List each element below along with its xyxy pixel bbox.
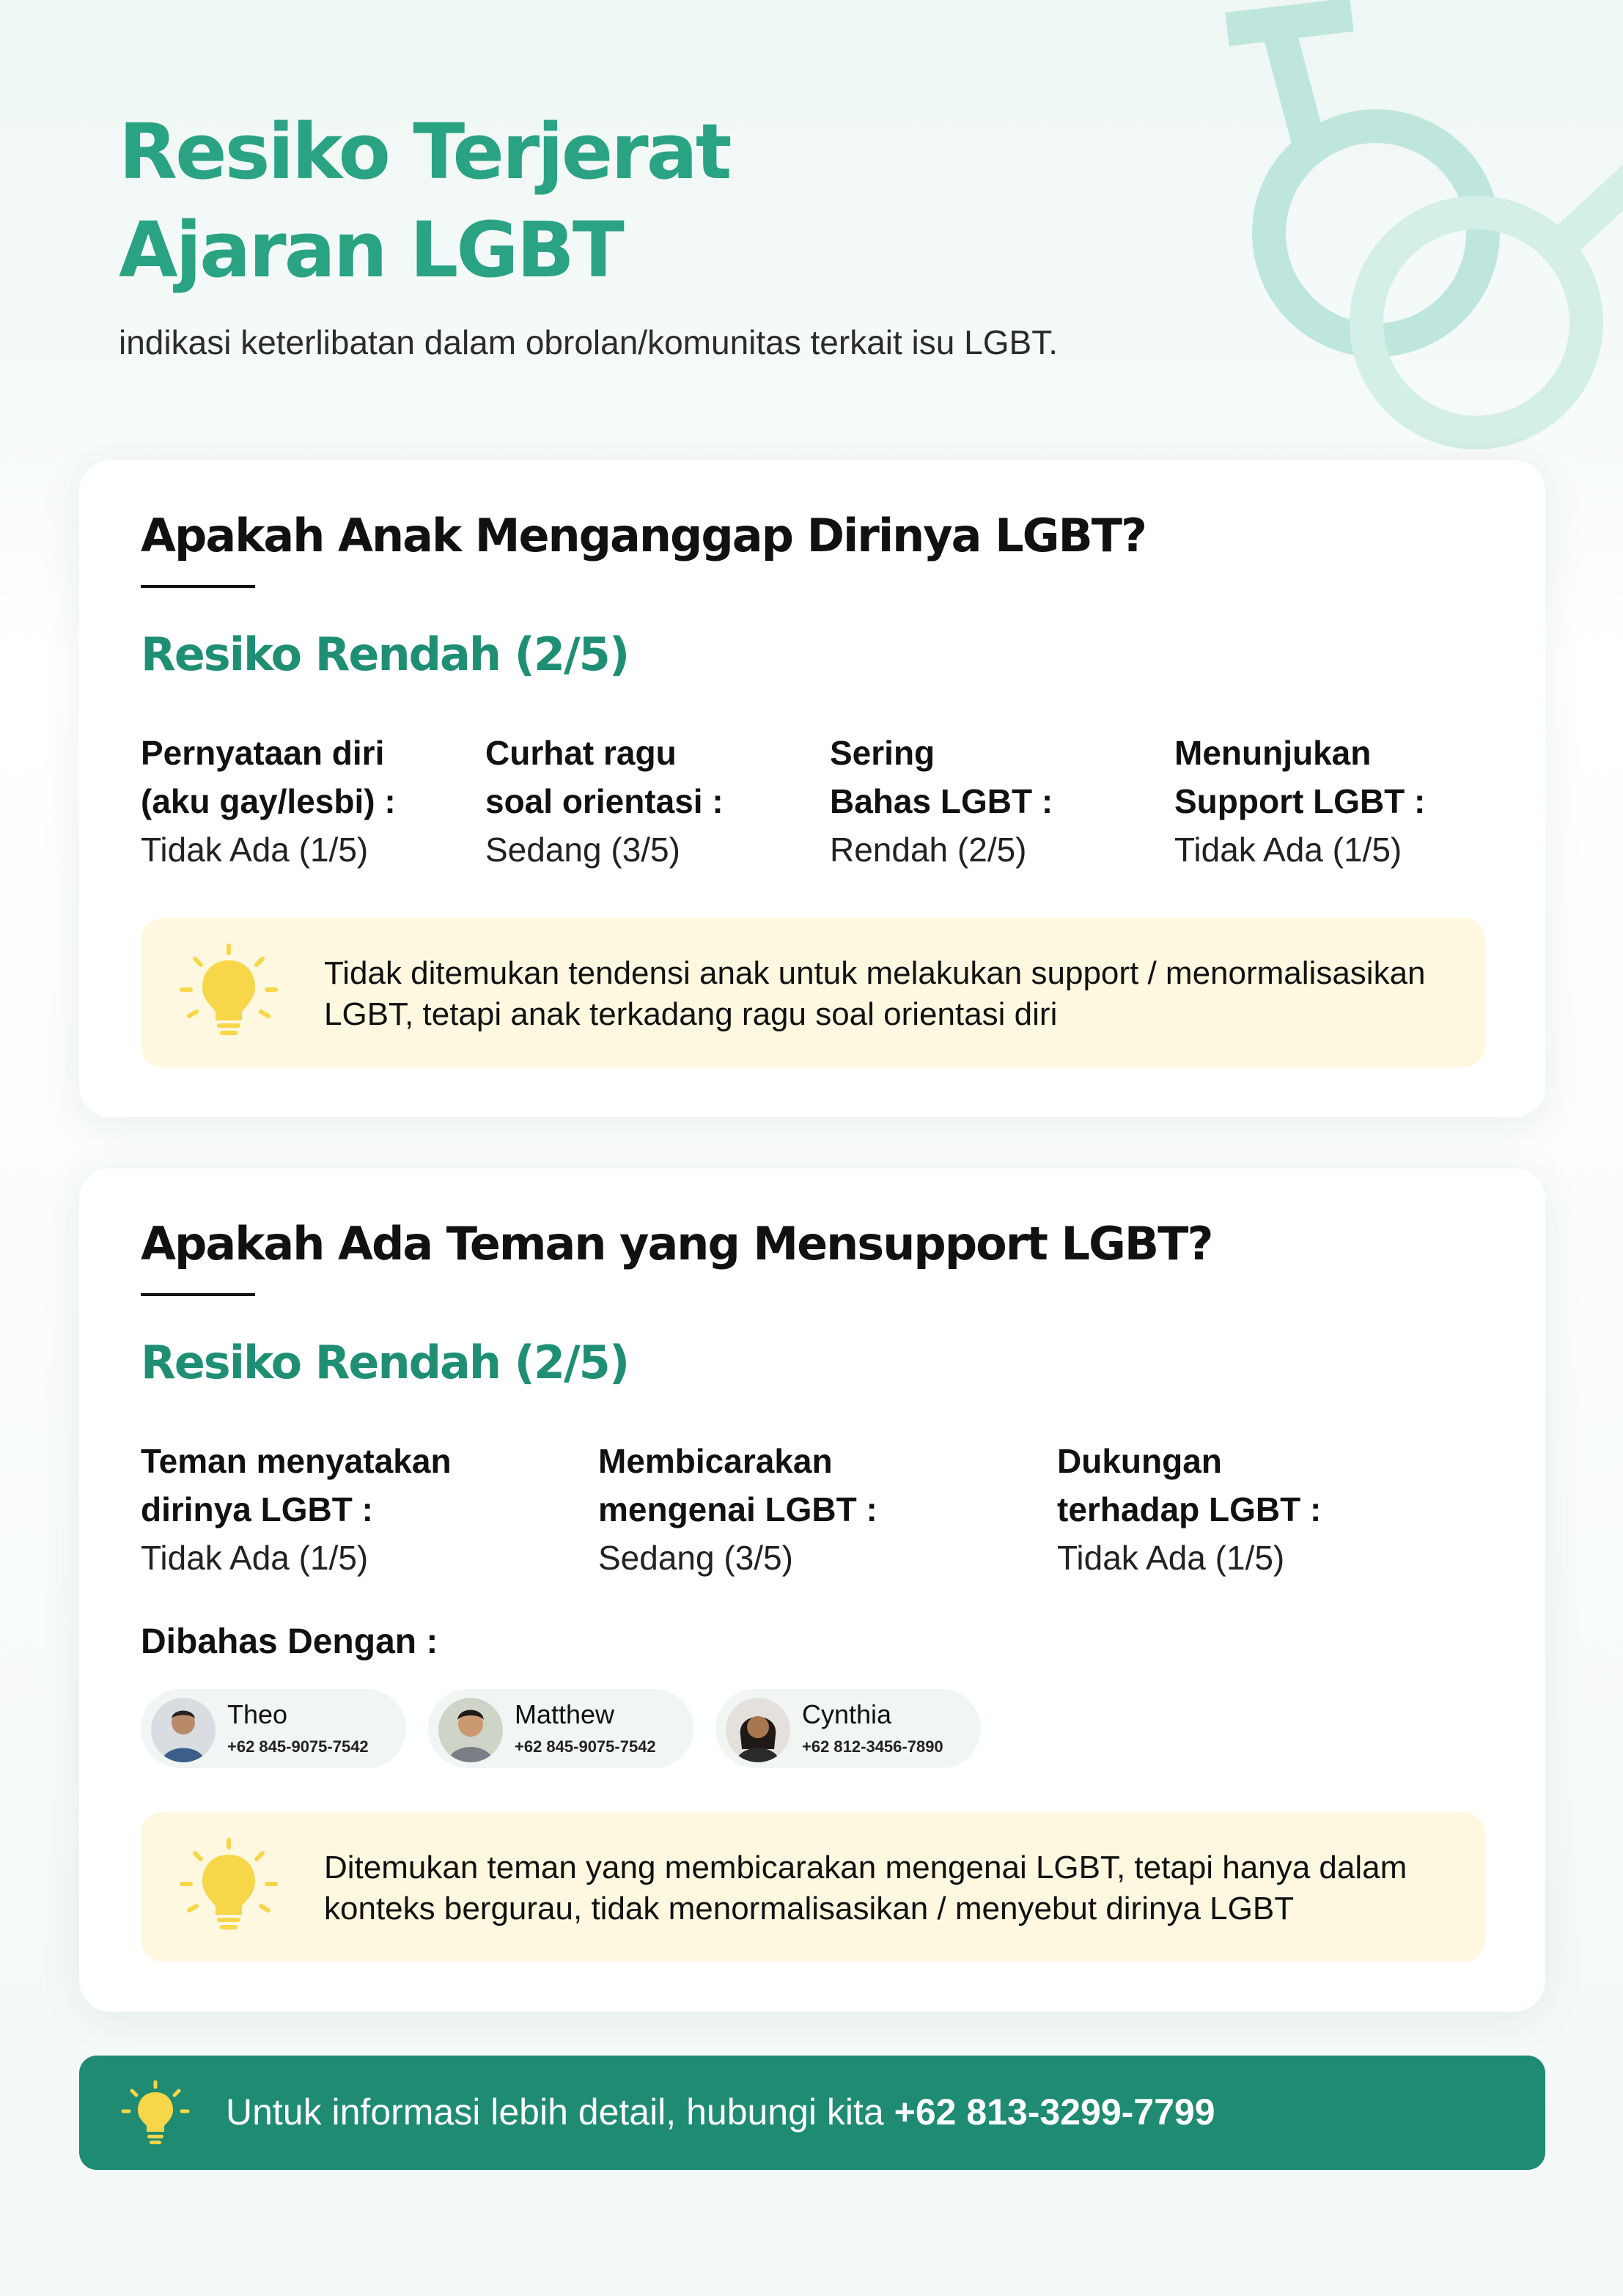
metric-lgbt-support xyxy=(1057,1437,1468,1582)
lightbulb-icon xyxy=(179,943,279,1042)
contact-footer-banner xyxy=(79,2056,1545,2170)
avatar xyxy=(438,1698,503,1762)
contact-name: Matthew xyxy=(515,1699,615,1729)
contact-phone: +62 845-9075-7542 xyxy=(515,1737,656,1756)
section-question: Apakah Anak Menganggap Dirinya LGBT? xyxy=(141,509,1147,562)
insight-note xyxy=(141,918,1485,1067)
metric-self-statement xyxy=(141,729,456,874)
title-underline xyxy=(141,1293,255,1296)
insight-text: Ditemukan teman yang membicarakan mengenai LGBT, tetapi hanya dalam konteks bergurau, tidak menormalisasikan / menyebut dirinya LGBT xyxy=(324,1850,1407,1927)
gender-symbols-icon xyxy=(1154,0,1623,484)
metric-label: Pernyataan diri (aku gay/lesbi) : xyxy=(141,734,396,820)
insight-note xyxy=(141,1812,1485,1962)
card-child-self-identification xyxy=(79,460,1545,1117)
contact-phone: +62 845-9075-7542 xyxy=(227,1737,369,1756)
page-subtitle: indikasi keterlibatan dalam obrolan/komunitas terkait isu LGBT. xyxy=(119,323,1058,361)
lightbulb-icon xyxy=(179,1837,279,1937)
metric-label: Membicarakan mengenai LGBT : xyxy=(598,1442,877,1528)
metric-value: Tidak Ada (1/5) xyxy=(1057,1539,1285,1577)
contact-phone: +62 812-3456-7890 xyxy=(802,1737,943,1756)
metric-show-support xyxy=(1174,729,1490,874)
page-title xyxy=(119,103,730,299)
contact-chip-theo[interactable] xyxy=(141,1689,406,1768)
metric-orientation-doubt xyxy=(485,729,801,874)
section-question: Apakah Ada Teman yang Mensupport LGBT? xyxy=(141,1217,1212,1270)
metric-value: Tidak Ada (1/5) xyxy=(141,1539,369,1577)
metric-label: Teman menyatakan dirinya LGBT : xyxy=(141,1442,452,1528)
metric-label: Menunjukan Support LGBT : xyxy=(1174,734,1426,820)
metric-discuss-lgbt xyxy=(830,729,1145,874)
metric-value: Tidak Ada (1/5) xyxy=(1174,831,1402,869)
insight-text: Tidak ditemukan tendensi anak untuk melakukan support / menormalisasikan LGBT, tetapi anak terkadang ragu soal orientasi diri xyxy=(324,955,1426,1032)
avatar xyxy=(151,1698,216,1762)
title-underline xyxy=(141,585,255,588)
metric-label: Dukungan terhadap LGBT : xyxy=(1057,1442,1322,1528)
risk-level: Resiko Rendah (2/5) xyxy=(141,1336,629,1389)
discussed-with-label: Dibahas Dengan : xyxy=(141,1622,438,1661)
contact-name: Cynthia xyxy=(802,1699,892,1729)
metric-value: Sedang (3/5) xyxy=(598,1539,793,1577)
metric-discussing-lgbt xyxy=(598,1437,1009,1582)
card-friends-support xyxy=(79,1169,1545,2012)
metric-label: Sering Bahas LGBT : xyxy=(830,734,1053,820)
footer-message: Untuk informasi lebih detail, hubungi kita xyxy=(226,2091,884,2133)
metric-friend-identifies xyxy=(141,1437,551,1582)
avatar xyxy=(726,1698,790,1762)
footer-text xyxy=(226,2091,1215,2133)
lightbulb-icon xyxy=(120,2080,191,2146)
metric-value: Rendah (2/5) xyxy=(830,831,1027,869)
metric-label: Curhat ragu soal orientasi : xyxy=(485,734,724,820)
contact-chip-cynthia[interactable] xyxy=(715,1689,981,1768)
metric-value: Sedang (3/5) xyxy=(485,831,680,869)
page-title-line1: Resiko Terjerat xyxy=(119,107,730,196)
metric-value: Tidak Ada (1/5) xyxy=(141,831,369,869)
footer-phone-link[interactable]: +62 813-3299-7799 xyxy=(894,2091,1215,2133)
contact-chip-matthew[interactable] xyxy=(428,1689,693,1768)
page-title-line2: Ajaran LGBT xyxy=(119,205,622,295)
risk-level: Resiko Rendah (2/5) xyxy=(141,628,629,681)
contact-name: Theo xyxy=(227,1699,288,1729)
